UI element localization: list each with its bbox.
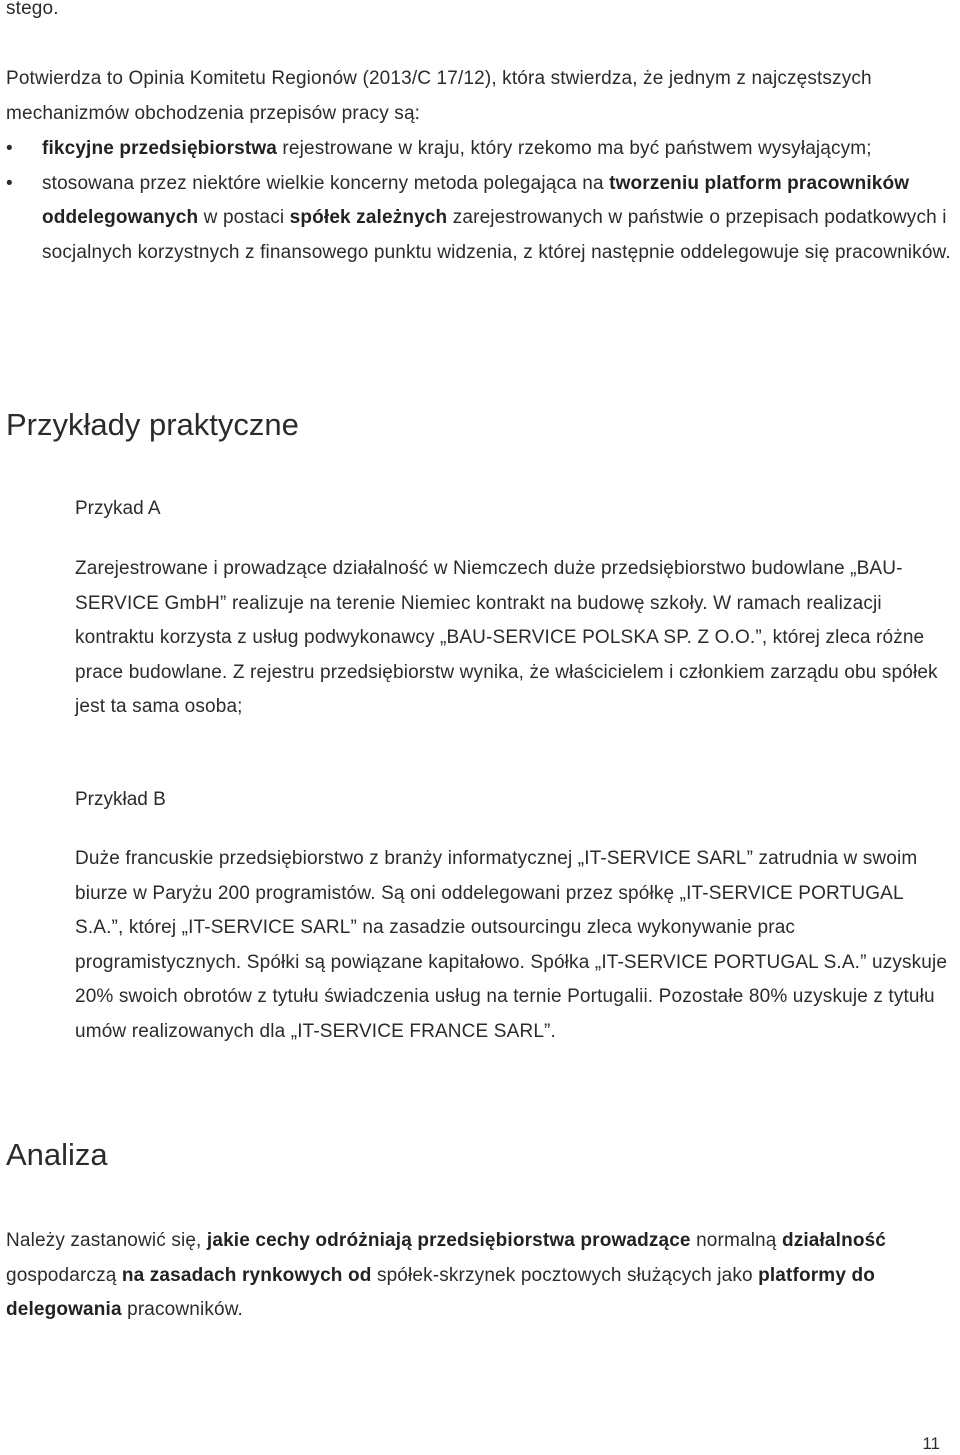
analysis-text-1: Należy zastanowić się,: [6, 1230, 207, 1251]
example-a-title: Przykad A: [75, 498, 161, 519]
analysis-text-2: normalną: [690, 1230, 782, 1251]
bullet-2-text-3: zarejestrowanych w państwie o przepisach podatkowych i socjalnych korzystnych z finansowego punktu widzenia, z której następnie oddelegowuje się pracowników.: [42, 207, 951, 263]
bullet-2-bold-1: tworzeniu platform pracowników oddelegowanych: [42, 172, 910, 228]
analysis-paragraph: [6, 1224, 956, 1328]
bullet-1-text: rejestrowane w kraju, który rzekomo ma być państwem wysyłającym;: [277, 138, 872, 159]
analysis-bold-1: jakie cechy odróżniają przedsiębiorstwa prowadzące: [206, 1230, 691, 1251]
bullet-2-bold-2: spółek zależnych: [289, 207, 448, 228]
bullet-list: [6, 132, 956, 270]
section-heading-analysis: Analiza: [6, 1137, 108, 1172]
page-number: 11: [922, 1434, 940, 1453]
example-b-body: Duże francuskie przedsiębiorstwo z branży informatycznej „IT-SERVICE SARL” zatrudnia w swoim biurze w Paryżu 200 programistów. Są oni oddelegowani przez spółkę „IT-SERVICE PORTUGAL S.A.”, której „IT-SERVICE SARL” na zasadzie outsourcingu zleca wykonywanie prac programistycznych. Spółki są powiązane kapitałowo. Spółka „IT-SERVICE PORTUGAL S.A.” uzyskuje 20% swoich obrotów z tytułu świadczenia usług na ternie Portugalii. Pozostałe 80% uzyskuje z tytułu umów realizowanych dla „IT-SERVICE FRANCE SARL”.: [75, 848, 948, 1042]
bullet-marker: •: [6, 138, 13, 159]
bullet-item-2: [6, 167, 956, 271]
continuation-text: stego.: [6, 0, 59, 19]
analysis-bold-4: platformy do delegowania: [6, 1264, 875, 1320]
analysis-text-4: spółek-skrzynek pocztowych służących jako: [371, 1264, 759, 1286]
intro-paragraph: Potwierdza to Opinia Komitetu Regionów (2013/C 17/12), która stwierdza, że jednym z najczęstszych mechanizmów obchodzenia przepisów pracy są:: [6, 68, 872, 124]
analysis-text-5: pracowników.: [121, 1299, 243, 1320]
bullet-item-1: [6, 132, 956, 167]
example-b-title: Przykład B: [75, 789, 166, 810]
section-heading-examples: Przykłady praktyczne: [6, 407, 299, 442]
bullet-2-text-1: stosowana przez niektóre wielkie koncerny metoda polegająca na: [42, 172, 610, 194]
analysis-bold-2: działalność: [781, 1230, 887, 1251]
bullet-2-text-2: w postaci: [198, 207, 290, 228]
example-a-body: Zarejestrowane i prowadzące działalność w Niemczech duże przedsiębiorstwo budowlane „BAU-SERVICE GmbH” realizuje na terenie Niemiec kontrakt na budowę szkoły. W ramach realizacji kontraktu korzysta z usług podwykonawcy „BAU-SERVICE POLSKA SP. Z O.O.”, której zleca różne prace budowlane. Z rejestru przedsiębiorstw wynika, że właścicielem i członkiem zarządu obu spółek jest ta sama osoba;: [75, 558, 938, 717]
analysis-bold-3: na zasadach rynkowych od: [121, 1264, 372, 1286]
analysis-text-3: gospodarczą: [6, 1264, 122, 1286]
bullet-1-bold: fikcyjne przedsiębiorstwa: [42, 138, 277, 159]
bullet-marker: •: [6, 172, 13, 194]
